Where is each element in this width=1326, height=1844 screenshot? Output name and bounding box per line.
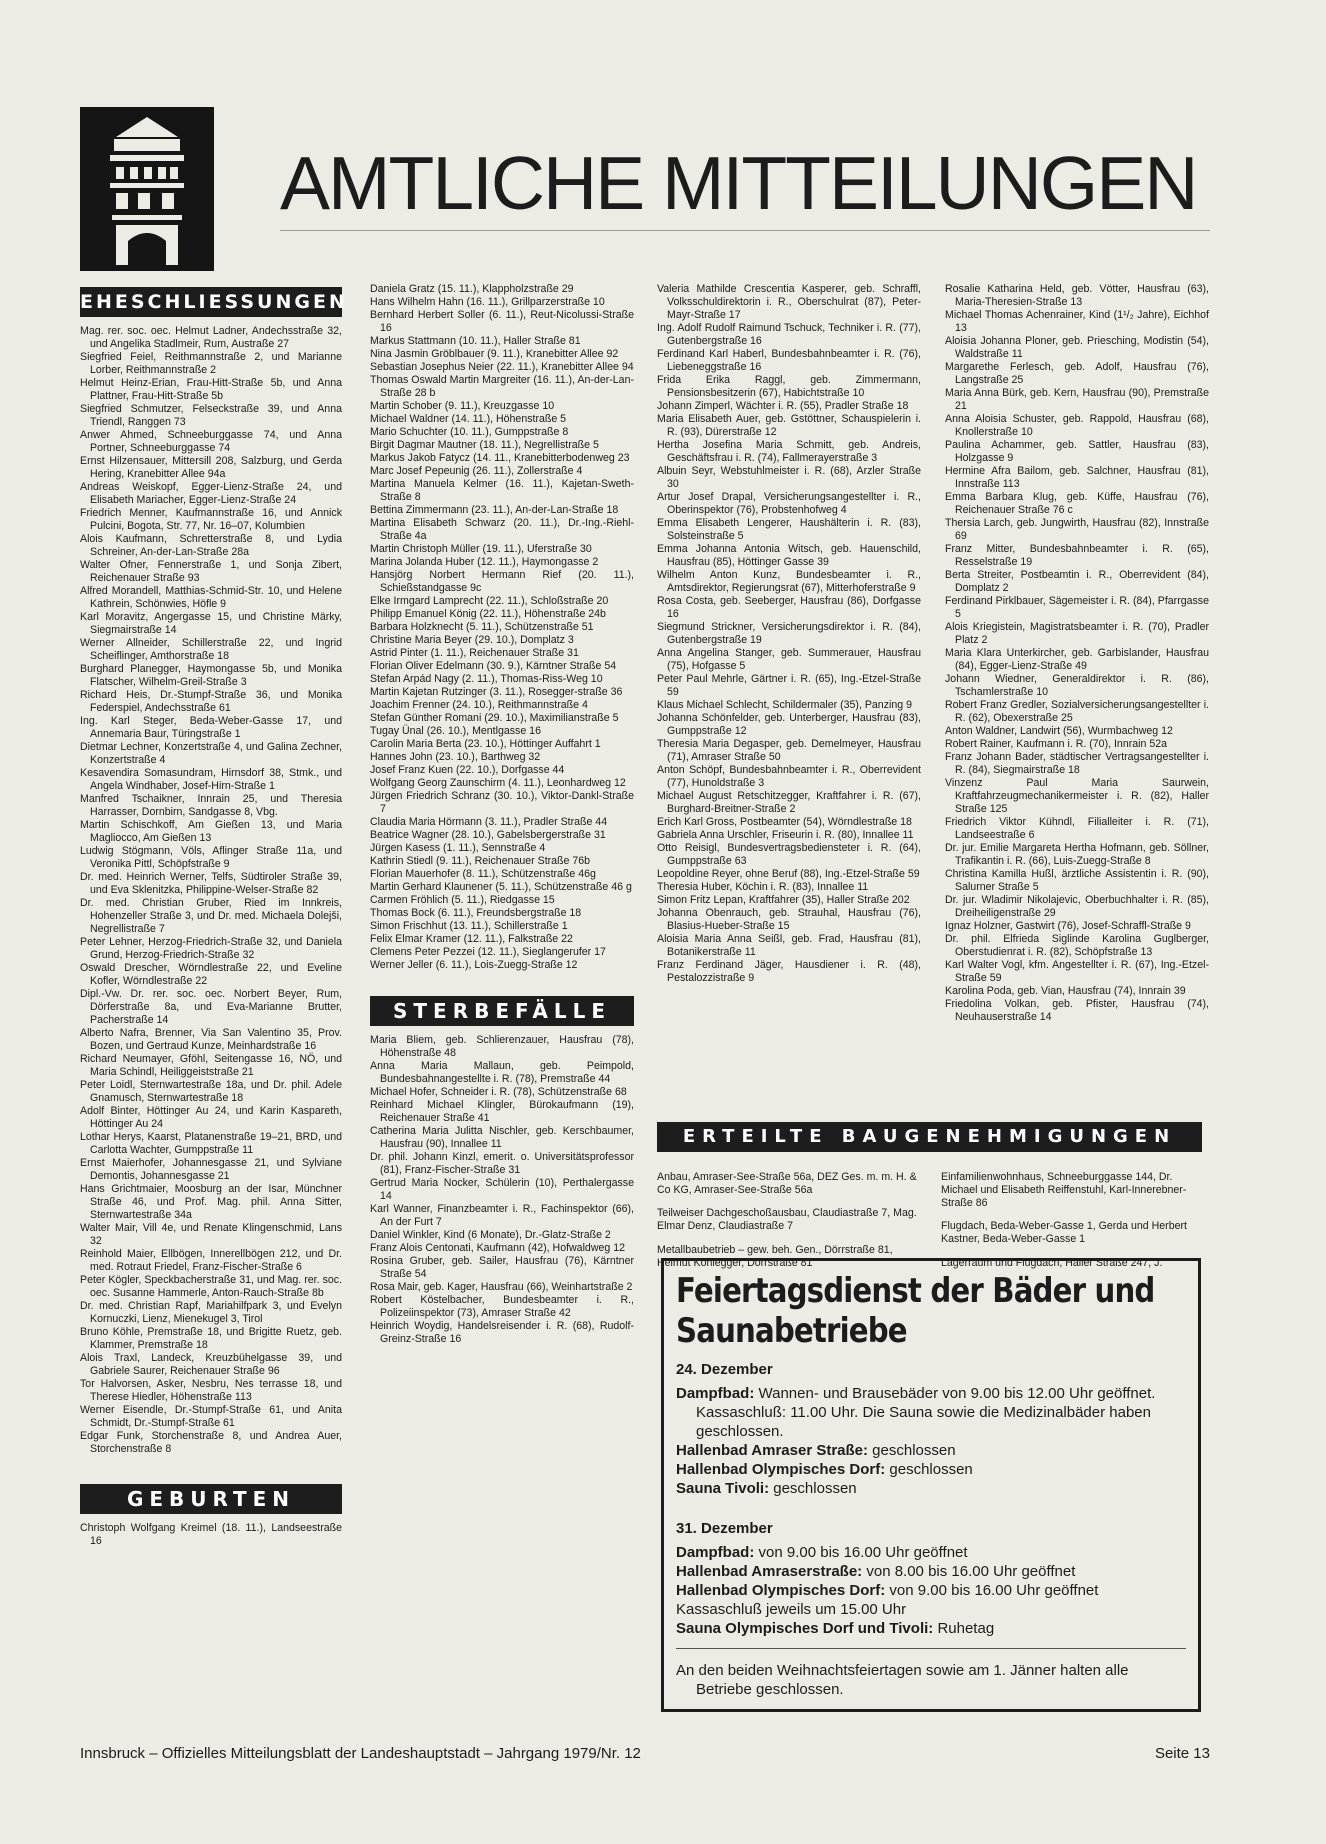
- list-item: Josef Franz Kuen (22. 10.), Dorfgasse 44: [370, 764, 565, 776]
- list-item: Hans Wilhelm Hahn (16. 11.), Grillparzerstraße 10: [370, 296, 605, 308]
- list-item: Johann Wiedner, Generaldirektor i. R. (86), Tschamlerstraße 10: [945, 673, 1209, 698]
- page-number: Seite 13: [1154, 1745, 1210, 1762]
- geburten-list-start: [80, 1522, 342, 1548]
- list-item: Oswald Drescher, Wörndlestraße 22, und Eveline Kofler, Wörndlestraße 22: [80, 962, 342, 987]
- hours-line: [676, 1384, 1186, 1441]
- sterbefaelle-list-start: [370, 1034, 634, 1346]
- hours-text: von 8.00 bis 16.00 Uhr geöffnet: [862, 1563, 1076, 1580]
- list-item: Peter Paul Mehrle, Gärtner i. R. (65), Ing.-Etzel-Straße 59: [657, 673, 921, 698]
- facility-name: Hallenbad Amraser Straße:: [676, 1442, 869, 1459]
- list-item: Franz Johann Bader, städtischer Vertragsangestellter i. R. (84), Siegmairstraße 18: [945, 751, 1209, 776]
- list-item: Dr. med. Christian Rapf, Mariahilfpark 3, und Evelyn Kornuczki, Lienz, Mienekugel 3, Tirol: [80, 1300, 342, 1325]
- list-item: Rosa Costa, geb. Seeberger, Hausfrau (86), Dorfgasse 16: [657, 595, 921, 620]
- holiday-service-box: [661, 1258, 1201, 1712]
- list-item: Lagerraum und Flugdach, Haller Straße 247, J.: [941, 1256, 1163, 1269]
- list-item: Theresia Huber, Köchin i. R. (83), Innallee 11: [657, 881, 869, 893]
- hours-text: geschlossen: [885, 1461, 973, 1478]
- facility-name: Dampfbad:: [676, 1385, 755, 1402]
- list-item: Jürgen Friedrich Schranz (30. 10.), Viktor-Dankl-Straße 7: [370, 790, 634, 815]
- list-item: Ing. Adolf Rudolf Raimund Tschuck, Techniker i. R. (77), Gutenbergstraße 16: [657, 322, 921, 347]
- list-item: Vinzenz Paul Maria Saurwein, Kraftfahrzeugmechanikermeister i. R. (82), Haller Straße 125: [945, 777, 1209, 815]
- list-item: Bettina Zimmermann (23. 11.), An-der-Lan-Straße 18: [370, 504, 619, 516]
- list-item: Catherina Maria Julitta Nischler, geb. Kerschbaumer, Hausfrau (90), Innallee 11: [370, 1125, 634, 1150]
- list-item: Marc Josef Pepeunig (26. 11.), Zollerstraße 4: [370, 465, 583, 477]
- list-item: Florian Oliver Edelmann (30. 9.), Kärntner Straße 54: [370, 660, 617, 672]
- eheschliessungen-list: [80, 325, 342, 1456]
- hours-line: [676, 1460, 1186, 1479]
- list-item: Robert Franz Gredler, Sozialversicherungsangestellter i. R. (62), Obexerstraße 25: [945, 699, 1209, 724]
- list-item: Martin Gerhard Klaunener (5. 11.), Schützenstraße 46 g: [370, 881, 632, 893]
- list-item: Adolf Binter, Höttinger Au 24, und Karin Kaspareth, Höttinger Au 24: [80, 1105, 342, 1130]
- list-item: Siegfried Schmutzer, Felseckstraße 39, und Anna Triendl, Ranggen 73: [80, 403, 342, 428]
- list-item: Markus Jakob Fatycz (14. 11., Kranebitterbodenweg 23: [370, 452, 630, 464]
- list-item: Valeria Mathilde Crescentia Kasperer, geb. Schraffl, Volksschuldirektorin i. R., Oberschulrat (87), Peter-Mayr-Straße 17: [657, 283, 921, 321]
- hours-line: [676, 1441, 1186, 1460]
- list-item: Andreas Weiskopf, Egger-Lienz-Straße 24, und Elisabeth Mariacher, Egger-Lienz-Straße 24: [80, 481, 342, 506]
- list-item: Nina Jasmin Gröblbauer (9. 11.), Kranebitter Allee 92: [370, 348, 619, 360]
- hours-line: [676, 1562, 1186, 1581]
- footer-publication: Innsbruck – Offizielles Mitteilungsblatt der Landeshauptstadt – Jahrgang 1979/Nr. 12: [80, 1745, 641, 1762]
- list-item: Rosa Mair, geb. Kager, Hausfrau (66), Weinhartstraße 2: [370, 1281, 633, 1293]
- list-item: Friedolina Volkan, geb. Pfister, Hausfrau (74), Neuhauserstraße 14: [945, 998, 1209, 1023]
- list-item: Peter Loidl, Sternwartestraße 18a, und Dr. phil. Adele Gnamusch, Sternwartestraße 18: [80, 1079, 342, 1104]
- list-item: Emma Johanna Antonia Witsch, geb. Hauenschild, Hausfrau (85), Höttinger Gasse 39: [657, 543, 921, 568]
- list-item: Helmut Heinz-Erian, Frau-Hitt-Straße 5b, und Anna Plattner, Frau-Hitt-Straße 5b: [80, 377, 342, 402]
- list-item: Martin Kajetan Rutzinger (3. 11.), Rosegger-straße 36: [370, 686, 623, 698]
- hours-text: geschlossen: [769, 1480, 857, 1497]
- list-item: Walter Mair, Vill 4e, und Renate Klingenschmid, Lans 32: [80, 1222, 342, 1247]
- list-item: Reinhold Maier, Ellbögen, Innerellbögen 212, und Dr. med. Rotraut Friedel, Franz-Fischer-Straße 6: [80, 1248, 342, 1273]
- list-item: Birgit Dagmar Mautner (18. 11.), Negrellistraße 5: [370, 439, 599, 451]
- list-item: Hannes John (23. 10.), Barthweg 32: [370, 751, 541, 763]
- list-item: Ferdinand Karl Haberl, Bundesbahnbeamter i. R. (76), Liebeneggstraße 16: [657, 348, 921, 373]
- facility-name: Dampfbad:: [676, 1544, 755, 1561]
- page-title: AMTLICHE MITTEILUNGEN: [280, 141, 1197, 225]
- list-item: Maria Anna Bürk, geb. Kern, Hausfrau (90), Premstraße 21: [945, 387, 1209, 412]
- list-item: Barbara Holzknecht (5. 11.), Schützenstraße 51: [370, 621, 594, 633]
- list-item: Alois Kaufmann, Schretterstraße 8, und Lydia Schreiner, An-der-Lan-Straße 28a: [80, 533, 342, 558]
- list-item: Theresia Maria Degasper, geb. Demelmeyer, Hausfrau (71), Amraser Straße 50: [657, 738, 921, 763]
- hours-line: [676, 1479, 1186, 1498]
- list-item: Alberto Nafra, Brenner, Via San Valentino 35, Prov. Bozen, und Gertraud Kunze, Meinhardstraße 16: [80, 1027, 342, 1052]
- list-item: Simon Fritz Lepan, Kraftfahrer (35), Haller Straße 202: [657, 894, 910, 906]
- list-item: Beatrice Wagner (28. 10.), Gabelsbergerstraße 31: [370, 829, 606, 841]
- column-3: [657, 283, 921, 985]
- list-item: Carmen Fröhlich (5. 11.), Riedgasse 15: [370, 894, 555, 906]
- list-item: Robert Köstelbacher, Bundesbeamter i. R., Polizeiinspektor (73), Amraser Straße 42: [370, 1294, 634, 1319]
- list-item: Dr. med. Christian Gruber, Ried im Innkreis, Hohenzeller Straße 3, und Dr. med. Michaela Dolejši, Negrellistraße 7: [80, 897, 342, 935]
- list-item: Maria Elisabeth Auer, geb. Gstöttner, Schauspielerin i. R. (93), Dürerstraße 12: [657, 413, 921, 438]
- hours-text: Wannen- und Brausebäder von 9.00 bis 12.00 Uhr geöffnet. Kassaschluß: 11.00 Uhr. Die Sauna sowie die Medizinalbäder haben geschlossen.: [696, 1385, 1156, 1440]
- list-item: Gertrud Maria Nocker, Schülerin (10), Perthalergasse 14: [370, 1177, 634, 1202]
- list-item: Dr. jur. Wladimir Nikolajevic, Oberbuchhalter i. R. (85), Dreiheiligenstraße 29: [945, 894, 1209, 919]
- list-item: Anwer Ahmed, Schneeburggasse 74, und Anna Portner, Schneeburggasse 74: [80, 429, 342, 454]
- hours-line: [676, 1581, 1186, 1600]
- list-item: Dietmar Lechner, Konzertstraße 4, und Galina Zechner, Konzertstraße 4: [80, 741, 342, 766]
- list-item: Franz Ferdinand Jäger, Hausdiener i. R. (48), Pestalozzistraße 9: [657, 959, 921, 984]
- column-4: [945, 283, 1209, 1024]
- list-item: Rosalie Katharina Held, geb. Vötter, Hausfrau (63), Maria-Theresien-Straße 13: [945, 283, 1209, 308]
- list-item: Rosina Gruber, geb. Sailer, Hausfrau (76), Kärntner Straße 54: [370, 1255, 634, 1280]
- list-item: Astrid Pinter (1. 11.), Reichenauer Straße 31: [370, 647, 579, 659]
- heading-eheschliessungen: EHESCHLIESSUNGEN: [80, 287, 342, 317]
- list-item: Karl Wanner, Finanzbeamter i. R., Fachinspektor (66), An der Furt 7: [370, 1203, 634, 1228]
- hours-text: Kassaschluß jeweils um 15.00 Uhr: [676, 1601, 907, 1618]
- list-item: Felix Elmar Kramer (12. 11.), Falkstraße 22: [370, 933, 573, 945]
- list-item: Carolin Maria Berta (23. 10.), Höttinger Auffahrt 1: [370, 738, 601, 750]
- list-item: Anna Aloisia Schuster, geb. Rappold, Hausfrau (68), Knollerstraße 10: [945, 413, 1209, 438]
- list-item: Marina Jolanda Huber (12. 11.), Haymongasse 2: [370, 556, 599, 568]
- hours-line: [676, 1619, 1186, 1638]
- list-item: Werner Allneider, Schillerstraße 22, und Ingrid Scheiflinger, Amthorstraße 18: [80, 637, 342, 662]
- list-item: Dr. phil. Johann Kinzl, emerit. o. Universitätsprofessor (81), Franz-Fischer-Straße 31: [370, 1151, 634, 1176]
- day2-lines: [676, 1543, 1186, 1638]
- list-item: Tor Halvorsen, Asker, Nesbru, Nes terrasse 18, und Therese Hiedler, Höhenstraße 113: [80, 1378, 342, 1403]
- list-item: Albuin Seyr, Webstuhlmeister i. R. (68), Arzler Straße 30: [657, 465, 921, 490]
- sterbefaelle-list-continued: [657, 283, 921, 985]
- list-item: Elke Irmgard Lamprecht (22. 11.), Schloßstraße 20: [370, 595, 609, 607]
- list-item: Hans Grichtmaier, Moosburg an der Isar, Münchner Straße 46, und Prof. Mag. phil. Anna Sitter, Sternwartestraße 34a: [80, 1183, 342, 1221]
- list-item: Kathrin Stiedl (9. 11.), Reichenauer Straße 76b: [370, 855, 591, 867]
- list-item: Martin Schischkoff, Am Gießen 13, und Maria Magliocco, Am Gießen 13: [80, 819, 342, 844]
- list-item: Christoph Wolfgang Kreimel (18. 11.), Landseestraße 16: [80, 1522, 342, 1547]
- list-item: Reinhard Michael Klingler, Bürokaufmann (19), Reichenauer Straße 41: [370, 1099, 634, 1124]
- list-item: Erich Karl Gross, Postbeamter (54), Wörndlestraße 18: [657, 816, 912, 828]
- list-item: Bernhard Herbert Soller (6. 11.), Reut-Nicolussi-Straße 16: [370, 309, 634, 334]
- heading-baugenehmigungen: ERTEILTE BAUGENEHMIGUNGEN: [657, 1122, 1202, 1152]
- list-item: Anna Maria Mallaun, geb. Peimpold, Bundesbahnangestellte i. R. (78), Premstraße 44: [370, 1060, 634, 1085]
- list-item: Gabriela Anna Urschler, Friseurin i. R. (80), Innallee 11: [657, 829, 914, 841]
- list-item: Hertha Josefina Maria Schmitt, geb. Andreis, Geschäftsfrau i. R. (74), Fallmerayerstraße 3: [657, 439, 921, 464]
- list-item: Thomas Oswald Martin Margreiter (16. 11.), An-der-Lan-Straße 28 b: [370, 374, 634, 399]
- list-item: Florian Mauerhofer (8. 11.), Schützenstraße 46g: [370, 868, 596, 880]
- list-item: Karl Walter Vogl, kfm. Angestellter i. R. (67), Ing.-Etzel-Straße 59: [945, 959, 1209, 984]
- list-item: Ignaz Holzner, Gastwirt (76), Josef-Schraffl-Straße 9: [945, 920, 1191, 932]
- list-item: Wilhelm Anton Kunz, Bundesbeamter i. R., Amtsdirektor, Regierungsrat (67), Mitterhoferstraße 9: [657, 569, 921, 594]
- list-item: Thersia Larch, geb. Jungwirth, Hausfrau (82), Innstraße 69: [945, 517, 1209, 542]
- city-tower-logo: [80, 107, 214, 271]
- list-item: Siegmund Strickner, Versicherungsdirektor i. R. (84), Gutenbergstraße 19: [657, 621, 921, 646]
- list-item: Dr. jur. Emilie Margareta Hertha Hofmann, geb. Söllner, Trafikantin i. R. (66), Luis-Zuegg-Straße 8: [945, 842, 1209, 867]
- list-item: Otto Reisigl, Bundesvertragsbediensteter i. R. (64), Gumppstraße 63: [657, 842, 921, 867]
- facility-name: Sauna Olympisches Dorf und Tivoli:: [676, 1620, 934, 1637]
- list-item: Siegfried Feiel, Reithmannstraße 2, und Marianne Lorber, Reithmannstraße 2: [80, 351, 342, 376]
- date-24-dezember: 24. Dezember: [676, 1361, 773, 1378]
- list-item: Joachim Frenner (24. 10.), Reithmannstraße 4: [370, 699, 588, 711]
- list-item: Dipl.-Vw. Dr. rer. soc. oec. Norbert Beyer, Rum, Dörferstraße 8a, und Eva-Marianne Brutter, Pacherstraße 14: [80, 988, 342, 1026]
- list-item: Martin Christoph Müller (19. 11.), Uferstraße 30: [370, 543, 592, 555]
- list-item: Ernst Maierhofer, Johannesgasse 21, und Sylviane Demontis, Johannesgasse 21: [80, 1157, 342, 1182]
- list-item: Ludwig Stögmann, Völs, Aflinger Straße 11a, und Veronika Pittl, Schöpfstraße 9: [80, 845, 342, 870]
- list-item: Tugay Ünal (26. 10.), Mentlgasse 16: [370, 725, 541, 737]
- list-item: Philipp Emanuel König (22. 11.), Höhenstraße 24b: [370, 608, 606, 620]
- list-item: Dr. med. Heinrich Werner, Telfs, Südtiroler Straße 39, und Eva Sklenitzka, Philippine-Welser-Straße 82: [80, 871, 342, 896]
- list-item: Ferdinand Pirklbauer, Sägemeister i. R. (84), Pfarrgasse 5: [945, 595, 1209, 620]
- list-item: Paulina Achammer, geb. Sattler, Hausfrau (83), Holzgasse 9: [945, 439, 1209, 464]
- column-2: [370, 283, 634, 1346]
- list-item: Martina Elisabeth Schwarz (20. 11.), Dr.-Ing.-Riehl-Straße 4a: [370, 517, 634, 542]
- column-1: [80, 287, 348, 1548]
- list-item: Heinrich Woydig, Handelsreisender i. R. (68), Rudolf-Greinz-Straße 16: [370, 1320, 634, 1345]
- list-item: Daniel Winkler, Kind (6 Monate), Dr.-Glatz-Straße 2: [370, 1229, 611, 1241]
- hours-text: von 9.00 bis 16.00 Uhr geöffnet: [885, 1582, 1099, 1599]
- page-footer: [80, 1745, 1210, 1762]
- list-item: Johann Zimperl, Wächter i. R. (55), Pradler Straße 18: [657, 400, 909, 412]
- list-item: Sebastian Josephus Neier (22. 11.), Kranebitter Allee 94: [370, 361, 634, 373]
- list-item: Michael Hofer, Schneider i. R. (78), Schützenstraße 68: [370, 1086, 627, 1098]
- list-item: Robert Rainer, Kaufmann i. R. (70), Innrain 52a: [945, 738, 1167, 750]
- list-item: Friedrich Menner, Kaufmannstraße 16, und Annick Pulcini, Bogota, Str. 77, Nr. 16–07, Kolumbien: [80, 507, 342, 532]
- list-item: Hansjörg Norbert Hermann Rief (20. 11.), Schießstandgasse 9c: [370, 569, 634, 594]
- list-item: Artur Josef Drapal, Versicherungsangestellter i. R., Oberinspektor (76), Probstenhofweg 4: [657, 491, 921, 516]
- list-item: Flugdach, Beda-Weber-Gasse 1, Gerda und Herbert Kastner, Beda-Weber-Gasse 1: [941, 1220, 1187, 1246]
- hours-line: [676, 1600, 1186, 1619]
- list-item: Metallbaubetrieb – gew. beh. Gen., Dörrstraße 81, Helmut Kohlegger, Dörrstraße 81: [657, 1243, 893, 1269]
- list-item: Ernst Hilzensauer, Mittersill 208, Salzburg, und Gerda Hering, Kranebitter Allee 94a: [80, 455, 342, 480]
- list-item: Werner Jeller (6. 11.), Lois-Zuegg-Straße 12: [370, 959, 578, 971]
- sterbefaelle-list-end: [945, 283, 1209, 1024]
- list-item: Mario Schuchter (10. 11.), Gumppstraße 8: [370, 426, 569, 438]
- list-item: Edgar Funk, Storchenstraße 8, und Andrea Auer, Storchenstraße 8: [80, 1430, 342, 1455]
- list-item: Margarethe Ferlesch, geb. Adolf, Hausfrau (76), Langstraße 25: [945, 361, 1209, 386]
- list-item: Anton Schöpf, Bundesbahnbeamter i. R., Oberrevident (77), Hunoldstraße 3: [657, 764, 921, 789]
- list-item: Maria Klara Unterkircher, geb. Garbislander, Hausfrau (84), Egger-Lienz-Straße 49: [945, 647, 1209, 672]
- hours-text: von 9.00 bis 16.00 Uhr geöffnet: [754, 1544, 968, 1561]
- list-item: Maria Bliem, geb. Schlierenzauer, Hausfrau (78), Höhenstraße 48: [370, 1034, 634, 1059]
- day1-lines: [676, 1384, 1186, 1498]
- list-item: Alois Traxl, Landeck, Kreuzbühelgasse 39, und Gabriele Saurer, Reichenauer Straße 96: [80, 1352, 342, 1377]
- list-item: Michael Waldner (14. 11.), Höhenstraße 5: [370, 413, 567, 425]
- list-item: Daniela Gratz (15. 11.), Klappholzstraße 29: [370, 283, 574, 295]
- hours-text: geschlossen: [868, 1442, 956, 1459]
- facility-name: Hallenbad Amraserstraße:: [676, 1563, 863, 1580]
- list-item: Stefan Günther Romani (29. 10.), Maximilianstraße 5: [370, 712, 619, 724]
- list-item: Stefan Arpád Nagy (2. 11.), Thomas-Riss-Weg 10: [370, 673, 603, 685]
- list-item: Alfred Morandell, Matthias-Schmid-Str. 10, und Helene Kathrein, Schönwies, Höfle 9: [80, 585, 342, 610]
- holiday-box-title: Feiertagsdienst der Bäder und Saunabetriebe: [676, 1271, 1155, 1351]
- hours-line: [676, 1543, 1186, 1562]
- date-31-dezember: 31. Dezember: [676, 1520, 773, 1537]
- title-rule: [280, 230, 1210, 231]
- list-item: Walter Ofner, Fennerstraße 1, und Sonja Zibert, Reichenauer Straße 93: [80, 559, 342, 584]
- list-item: Lothar Herys, Kaarst, Platanenstraße 19–21, BRD, und Carlotta Wachter, Gumppstraße 11: [80, 1131, 342, 1156]
- list-item: Karolina Poda, geb. Vian, Hausfrau (74), Innrain 39: [945, 985, 1186, 997]
- list-item: Peter Kögler, Speckbacherstraße 31, und Mag. rer. soc. oec. Susanne Hammerle, Anton-Rauch-Straße 8b: [80, 1274, 342, 1299]
- list-item: Claudia Maria Hörmann (3. 11.), Pradler Straße 44: [370, 816, 608, 828]
- list-item: Anton Waldner, Landwirt (56), Wurmbachweg 12: [945, 725, 1173, 737]
- list-item: Emma Barbara Klug, geb. Küffe, Hausfrau (76), Reichenauer Straße 76 c: [945, 491, 1209, 516]
- heading-geburten: GEBURTEN: [80, 1484, 342, 1514]
- list-item: Jürgen Kasess (1. 11.), Sennstraße 4: [370, 842, 546, 854]
- list-item: Frida Erika Raggl, geb. Zimmermann, Pensionsbesitzerin (67), Habichtstraße 10: [657, 374, 921, 399]
- list-item: Kesavendira Somasundram, Hirnsdorf 38, Stmk., und Angela Windhaber, Josef-Hirn-Straße 1: [80, 767, 342, 792]
- list-item: Richard Neumayer, Gföhl, Seitengasse 16, NÖ, und Maria Schindl, Heiliggeiststraße 21: [80, 1053, 342, 1078]
- list-item: Emma Elisabeth Lengerer, Haushälterin i. R. (83), Solsteinstraße 5: [657, 517, 921, 542]
- facility-name: Hallenbad Olympisches Dorf:: [676, 1461, 886, 1478]
- list-item: Karl Moravitz, Angergasse 15, und Christine Märky, Siegmairstraße 14: [80, 611, 342, 636]
- list-item: Einfamilienwohnhaus, Schneeburggasse 144, Dr. Michael und Elisabeth Reiffenstuhl, Karl-Innerebner-Straße 86: [941, 1170, 1187, 1209]
- list-item: Richard Heis, Dr.-Stumpf-Straße 36, und Monika Federspiel, Andechsstraße 61: [80, 689, 342, 714]
- list-item: Franz Alois Centonati, Kaufmann (42), Hofwaldweg 12: [370, 1242, 625, 1254]
- list-item: Michael Thomas Achenrainer, Kind (1¹/₂ Jahre), Eichhof 13: [945, 309, 1209, 334]
- list-item: Martina Manuela Kelmer (16. 11.), Kajetan-Sweth-Straße 8: [370, 478, 634, 503]
- geburten-list-continued: [370, 283, 634, 972]
- list-item: Berta Streiter, Postbeamtin i. R., Oberrevident (84), Domplatz 2: [945, 569, 1209, 594]
- list-item: Thomas Bock (6. 11.), Freundsbergstraße 18: [370, 907, 582, 919]
- list-item: Christine Maria Beyer (29. 10.), Domplatz 3: [370, 634, 574, 646]
- facility-name: Sauna Tivoli:: [676, 1480, 770, 1497]
- list-item: Aloisia Maria Anna Seißl, geb. Frad, Hausfrau (81), Botanikerstraße 11: [657, 933, 921, 958]
- list-item: Markus Stattmann (10. 11.), Haller Straße 81: [370, 335, 581, 347]
- list-item: Wolfgang Georg Zaunschirm (4. 11.), Leonhardweg 12: [370, 777, 626, 789]
- list-item: Hermine Afra Bailom, geb. Salchner, Hausfrau (81), Innstraße 113: [945, 465, 1209, 490]
- list-item: Klaus Michael Schlecht, Schildermaler (35), Panzing 9: [657, 699, 912, 711]
- list-item: Friedrich Viktor Kühndl, Filialleiter i. R. (71), Landseestraße 6: [945, 816, 1209, 841]
- list-item: Michael August Retschitzegger, Kraftfahrer i. R. (67), Burghard-Breitner-Straße 2: [657, 790, 921, 815]
- list-item: Franz Mitter, Bundesbahnbeamter i. R. (65), Resselstraße 19: [945, 543, 1209, 568]
- list-item: Johanna Schönfelder, geb. Unterberger, Hausfrau (83), Gumppstraße 12: [657, 712, 921, 737]
- facility-name: Hallenbad Olympisches Dorf:: [676, 1582, 886, 1599]
- list-item: Leopoldine Reyer, ohne Beruf (88), Ing.-Etzel-Straße 59: [657, 868, 920, 880]
- list-item: Werner Eisendle, Dr.-Stumpf-Straße 61, und Anita Schmidt, Dr.-Stumpf-Straße 61: [80, 1404, 342, 1429]
- list-item: Aloisia Johanna Ploner, geb. Priesching, Modistin (54), Waldstraße 11: [945, 335, 1209, 360]
- list-item: Christina Kamilla Hußl, ärztliche Assistentin i. R. (90), Salurner Straße 5: [945, 868, 1209, 893]
- list-item: Anbau, Amraser-See-Straße 56a, DEZ Ges. m. m. H. & Co KG, Amraser-See-Straße 56a: [657, 1170, 917, 1196]
- baugenehmigungen-section: [657, 1122, 1202, 1280]
- list-item: Alois Kriegistein, Magistratsbeamter i. R. (70), Pradler Platz 2: [945, 621, 1209, 646]
- box-divider: [676, 1648, 1186, 1649]
- list-item: Anna Angelina Stanger, geb. Summerauer, Hausfrau (75), Hofgasse 5: [657, 647, 921, 672]
- list-item: Manfred Tschaikner, Innrain 25, und Theresia Harrasser, Dornbirn, Sandgasse 8, Vbg.: [80, 793, 342, 818]
- list-item: Peter Lehner, Herzog-Friedrich-Straße 32, und Daniela Grund, Herzog-Friedrich-Straße 32: [80, 936, 342, 961]
- list-item: Burghard Planegger, Haymongasse 5b, und Monika Flatscher, Wilhelm-Greil-Straße 3: [80, 663, 342, 688]
- list-item: Simon Frischhut (13. 11.), Schillerstraße 1: [370, 920, 568, 932]
- list-item: Mag. rer. soc. oec. Helmut Ladner, Andechsstraße 32, und Angelika Stadlmeir, Rum, Austraße 27: [80, 325, 342, 350]
- hours-text: Ruhetag: [933, 1620, 995, 1637]
- list-item: Teilweiser Dachgeschoßausbau, Claudiastraße 7, Mag. Elmar Denz, Claudiastraße 7: [657, 1207, 917, 1233]
- holiday-note: An den beiden Weihnachtsfeiertagen sowie am 1. Jänner halten alle Betriebe geschlossen.: [676, 1662, 1129, 1698]
- list-item: Martin Schober (9. 11.), Kreuzgasse 10: [370, 400, 555, 412]
- list-item: Johanna Obenrauch, geb. Strauhal, Hausfrau (76), Blasius-Hueber-Straße 15: [657, 907, 921, 932]
- heading-sterbefaelle: STERBEFÄLLE: [370, 996, 634, 1026]
- list-item: Dr. phil. Elfrieda Siglinde Karolina Guglberger, Oberstudienrat i. R. (82), Schöpfstraße 13: [945, 933, 1209, 958]
- list-item: Bruno Köhle, Premstraße 18, und Brigitte Ruetz, geb. Klammer, Premstraße 18: [80, 1326, 342, 1351]
- list-item: Clemens Peter Pezzei (12. 11.), Sieglangerufer 17: [370, 946, 606, 958]
- list-item: Ing. Karl Steger, Beda-Weber-Gasse 17, und Annemaria Baur, Türingstraße 1: [80, 715, 342, 740]
